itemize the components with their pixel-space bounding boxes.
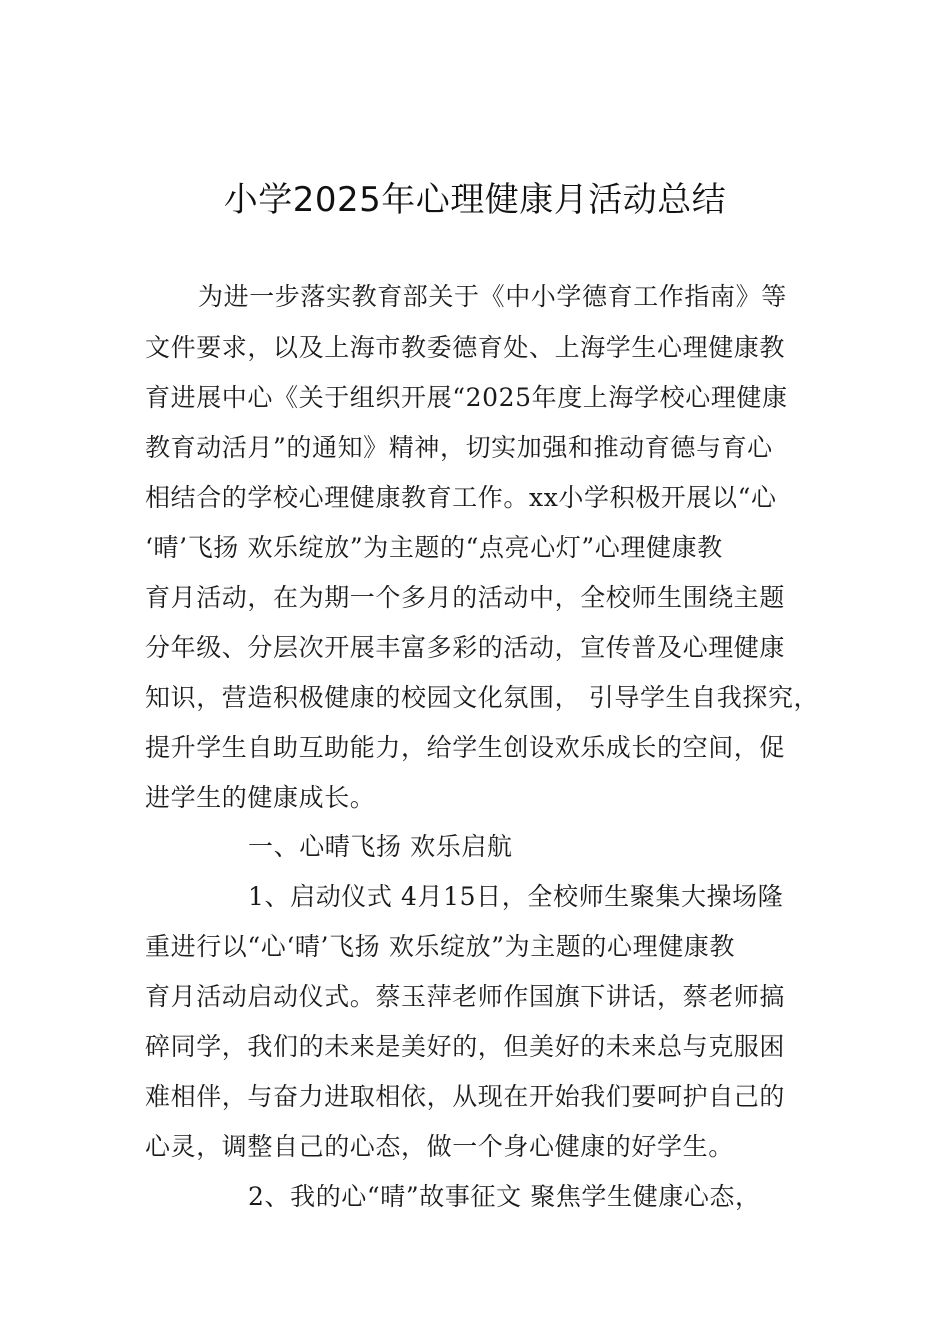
body-line-10: 提升学生自助互助能力，给学生创设欢乐成长的空间，促 [145, 733, 786, 762]
body-line-6: ‘晴’飞扬 欢乐绽放”为主题的“点亮心灯”心理健康教 [145, 533, 723, 562]
body-line-18: 2、我的心“晴”故事征文 聚焦学生健康心态， [248, 1182, 761, 1211]
body-line-16: 难相伴，与奋力进取相依，从现在开始我们要呵护自己的 [145, 1082, 786, 1111]
section-heading-1: 一、心晴飞扬 欢乐启航 [248, 832, 513, 861]
body-line-4: 教育动活月”的通知》精神，切实加强和推动育德与育心 [145, 433, 773, 462]
body-line-13: 重进行以“心‘晴’飞扬 欢乐绽放”为主题的心理健康教 [145, 932, 736, 961]
body-line-12: 1、启动仪式 4月15日，全校师生聚集大操场隆 [248, 882, 784, 911]
body-line-14: 育月活动启动仪式。蔡玉萍老师作国旗下讲话，蔡老师搞 [145, 982, 786, 1011]
body-line-7: 育月活动，在为期一个多月的活动中，全校师生围绕主题 [145, 583, 786, 612]
body-line-11: 进学生的健康成长。 [145, 783, 376, 812]
body-line-2: 文件要求，以及上海市教委德育处、上海学生心理健康教 [145, 333, 786, 362]
body-line-3: 育进展中心《关于组织开展“2025年度上海学校心理健康 [145, 383, 788, 412]
document-title: 小学2025年心理健康月活动总结 [223, 180, 727, 220]
body-line-9: 知识，营造积极健康的校园文化氛围， 引导学生自我探究， [145, 683, 820, 712]
body-line-15: 碎同学，我们的未来是美好的，但美好的未来总与克服困 [145, 1032, 786, 1061]
body-line-17: 心灵，调整自己的心态，做一个身心健康的好学生。 [145, 1132, 734, 1161]
body-line-5: 相结合的学校心理健康教育工作。xx小学积极开展以“心 [145, 483, 777, 512]
body-line-8: 分年级、分层次开展丰富多彩的活动，宣传普及心理健康 [145, 633, 786, 662]
body-line-1: 为进一步落实教育部关于《中小学德育工作指南》等 [198, 282, 787, 311]
